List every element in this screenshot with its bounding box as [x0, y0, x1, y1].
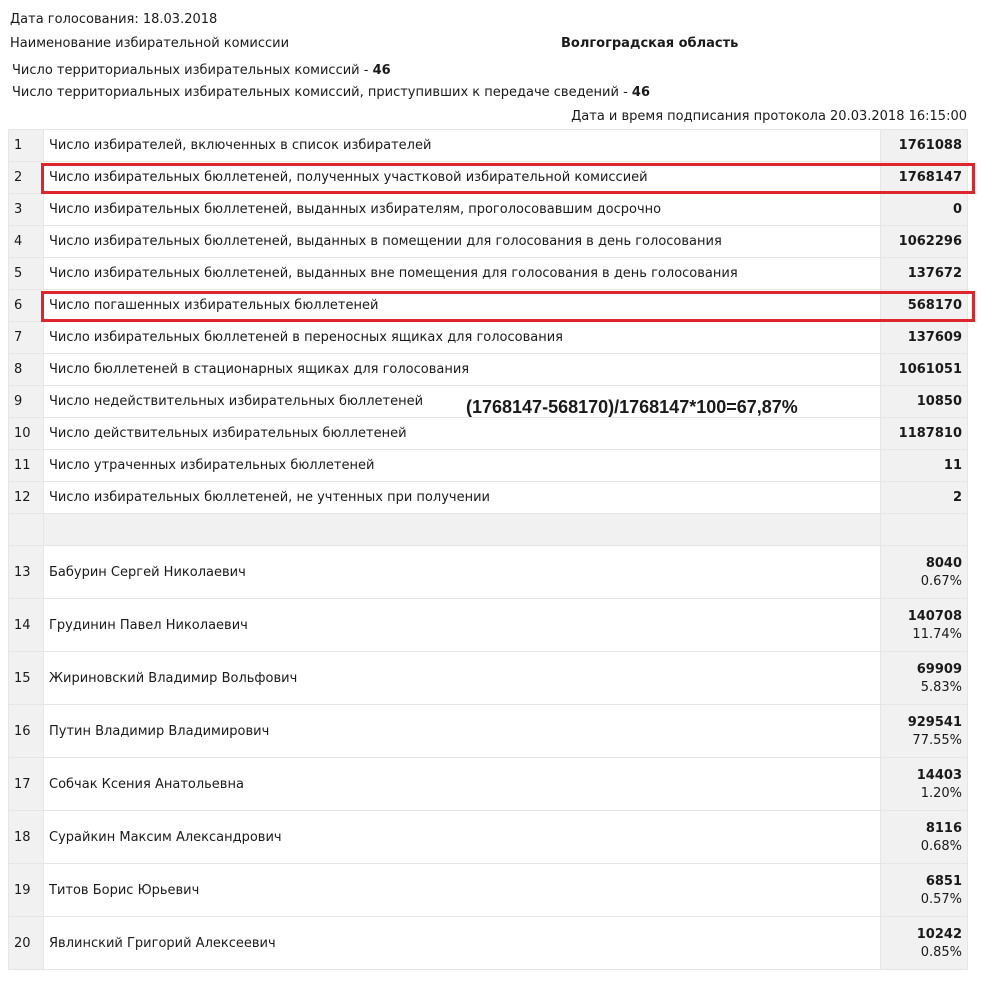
row-value: 1768147 — [881, 162, 968, 194]
table-row — [9, 450, 968, 482]
candidate-votes: 69909 — [916, 661, 962, 677]
candidate-votes: 10242 — [916, 926, 962, 942]
row-label: Число утраченных избирательных бюллетеней — [44, 450, 881, 482]
candidate-result — [881, 758, 968, 811]
row-value: 0 — [881, 194, 968, 226]
row-value: 2 — [881, 482, 968, 514]
row-label: Число бюллетеней в стационарных ящиках для голосования — [44, 354, 881, 386]
row-label: Число избирательных бюллетеней, выданных в помещении для голосования в день голосования — [44, 226, 881, 258]
row-number: 12 — [9, 482, 44, 514]
row-value: 1062296 — [881, 226, 968, 258]
candidate-name: Грудинин Павел Николаевич — [44, 599, 881, 652]
separator-cell — [881, 514, 968, 546]
candidate-result — [881, 599, 968, 652]
row-number: 15 — [9, 652, 44, 705]
candidate-name: Бабурин Сергей Николаевич — [44, 546, 881, 599]
candidate-name: Титов Борис Юрьевич — [44, 864, 881, 917]
row-number: 6 — [9, 290, 44, 322]
separator-cell — [44, 514, 881, 546]
table-row — [9, 130, 968, 162]
row-label: Число избирательных бюллетеней, не учтенных при получении — [44, 482, 881, 514]
table-row — [9, 482, 968, 514]
candidate-percent: 1.20% — [920, 785, 962, 801]
row-number: 14 — [9, 599, 44, 652]
protocol-table — [8, 129, 968, 970]
candidate-row — [9, 652, 968, 705]
territorial-started-label: Число территориальных избирательных комиссий, приступивших к передаче сведений - — [12, 85, 632, 100]
row-number: 5 — [9, 258, 44, 290]
row-number: 8 — [9, 354, 44, 386]
row-number: 18 — [9, 811, 44, 864]
row-label: Число действительных избирательных бюллетеней — [44, 418, 881, 450]
candidate-result — [881, 811, 968, 864]
candidate-row — [9, 599, 968, 652]
row-value: 1187810 — [881, 418, 968, 450]
candidate-votes: 14403 — [916, 767, 962, 783]
protocol-table-body — [9, 130, 968, 970]
row-number: 16 — [9, 705, 44, 758]
candidate-result — [881, 917, 968, 970]
territorial-commissions-label: Число территориальных избирательных комиссий - — [12, 63, 373, 78]
row-number: 3 — [9, 194, 44, 226]
candidate-name: Сурайкин Максим Александрович — [44, 811, 881, 864]
voting-date-label: Дата голосования: — [10, 12, 139, 27]
candidate-votes: 929541 — [907, 714, 962, 730]
candidate-name: Собчак Ксения Анатольевна — [44, 758, 881, 811]
table-row — [9, 194, 968, 226]
voting-date-line — [10, 12, 217, 27]
row-number: 20 — [9, 917, 44, 970]
candidate-name: Путин Владимир Владимирович — [44, 705, 881, 758]
row-label: Число избирательных бюллетеней, полученных участковой избирательной комиссией — [44, 162, 881, 194]
commission-label: Наименование избирательной комиссии — [10, 36, 290, 51]
commission-name: Волгоградская область — [561, 36, 739, 51]
row-label: Число недействительных избирательных бюллетеней — [44, 386, 881, 418]
row-value: 137609 — [881, 322, 968, 354]
row-label: Число погашенных избирательных бюллетеней — [44, 290, 881, 322]
row-value: 11 — [881, 450, 968, 482]
row-number: 17 — [9, 758, 44, 811]
row-number: 9 — [9, 386, 44, 418]
row-number: 2 — [9, 162, 44, 194]
candidate-row — [9, 864, 968, 917]
candidate-percent: 0.68% — [920, 838, 962, 854]
candidate-result — [881, 705, 968, 758]
candidate-votes: 140708 — [907, 608, 962, 624]
table-row — [9, 418, 968, 450]
candidate-votes: 8040 — [925, 555, 962, 571]
territorial-commissions-count: 46 — [372, 63, 391, 78]
row-number: 1 — [9, 130, 44, 162]
candidate-percent: 0.67% — [920, 573, 962, 589]
row-number: 13 — [9, 546, 44, 599]
candidate-row — [9, 811, 968, 864]
turnout-formula-annotation: (1768147-568170)/1768147*100=67,87% — [466, 397, 798, 417]
candidate-percent: 0.57% — [920, 891, 962, 907]
candidate-row — [9, 758, 968, 811]
candidate-name: Явлинский Григорий Алексеевич — [44, 917, 881, 970]
highlight-ballots-cancelled — [41, 291, 975, 322]
highlight-ballots-received — [41, 163, 975, 194]
candidate-percent: 11.74% — [912, 626, 962, 642]
row-number: 7 — [9, 322, 44, 354]
table-row — [9, 258, 968, 290]
row-number: 19 — [9, 864, 44, 917]
territorial-commissions-line — [12, 63, 391, 78]
row-label: Число избирательных бюллетеней, выданных вне помещения для голосования в день голосования — [44, 258, 881, 290]
table-row — [9, 322, 968, 354]
candidate-result — [881, 546, 968, 599]
candidate-row — [9, 546, 968, 599]
candidate-result — [881, 652, 968, 705]
row-value: 1061051 — [881, 354, 968, 386]
candidate-percent: 77.55% — [912, 732, 962, 748]
separator-row — [9, 514, 968, 546]
row-number: 10 — [9, 418, 44, 450]
row-number: 4 — [9, 226, 44, 258]
row-value: 137672 — [881, 258, 968, 290]
territorial-started-count: 46 — [631, 85, 651, 100]
territorial-started-line — [12, 85, 650, 100]
voting-date-value: 18.03.2018 — [142, 12, 218, 27]
candidate-votes: 6851 — [925, 873, 962, 889]
row-value: 1761088 — [881, 130, 968, 162]
row-value: 10850 — [881, 386, 968, 418]
separator-cell — [9, 514, 44, 546]
candidate-percent: 0.85% — [920, 944, 962, 960]
row-value: 568170 — [881, 290, 968, 322]
row-label: Число избирательных бюллетеней в переносных ящиках для голосования — [44, 322, 881, 354]
candidate-percent: 5.83% — [920, 679, 962, 695]
candidate-result — [881, 864, 968, 917]
protocol-signed: Дата и время подписания протокола 20.03.2018 16:15:00 — [571, 109, 967, 124]
table-row — [9, 226, 968, 258]
candidate-row — [9, 705, 968, 758]
row-number: 11 — [9, 450, 44, 482]
candidate-row — [9, 917, 968, 970]
table-row — [9, 354, 968, 386]
candidate-votes: 8116 — [925, 820, 962, 836]
row-label: Число избирателей, включенных в список избирателей — [44, 130, 881, 162]
candidate-name: Жириновский Владимир Вольфович — [44, 652, 881, 705]
row-label: Число избирательных бюллетеней, выданных избирателям, проголосовавшим досрочно — [44, 194, 881, 226]
